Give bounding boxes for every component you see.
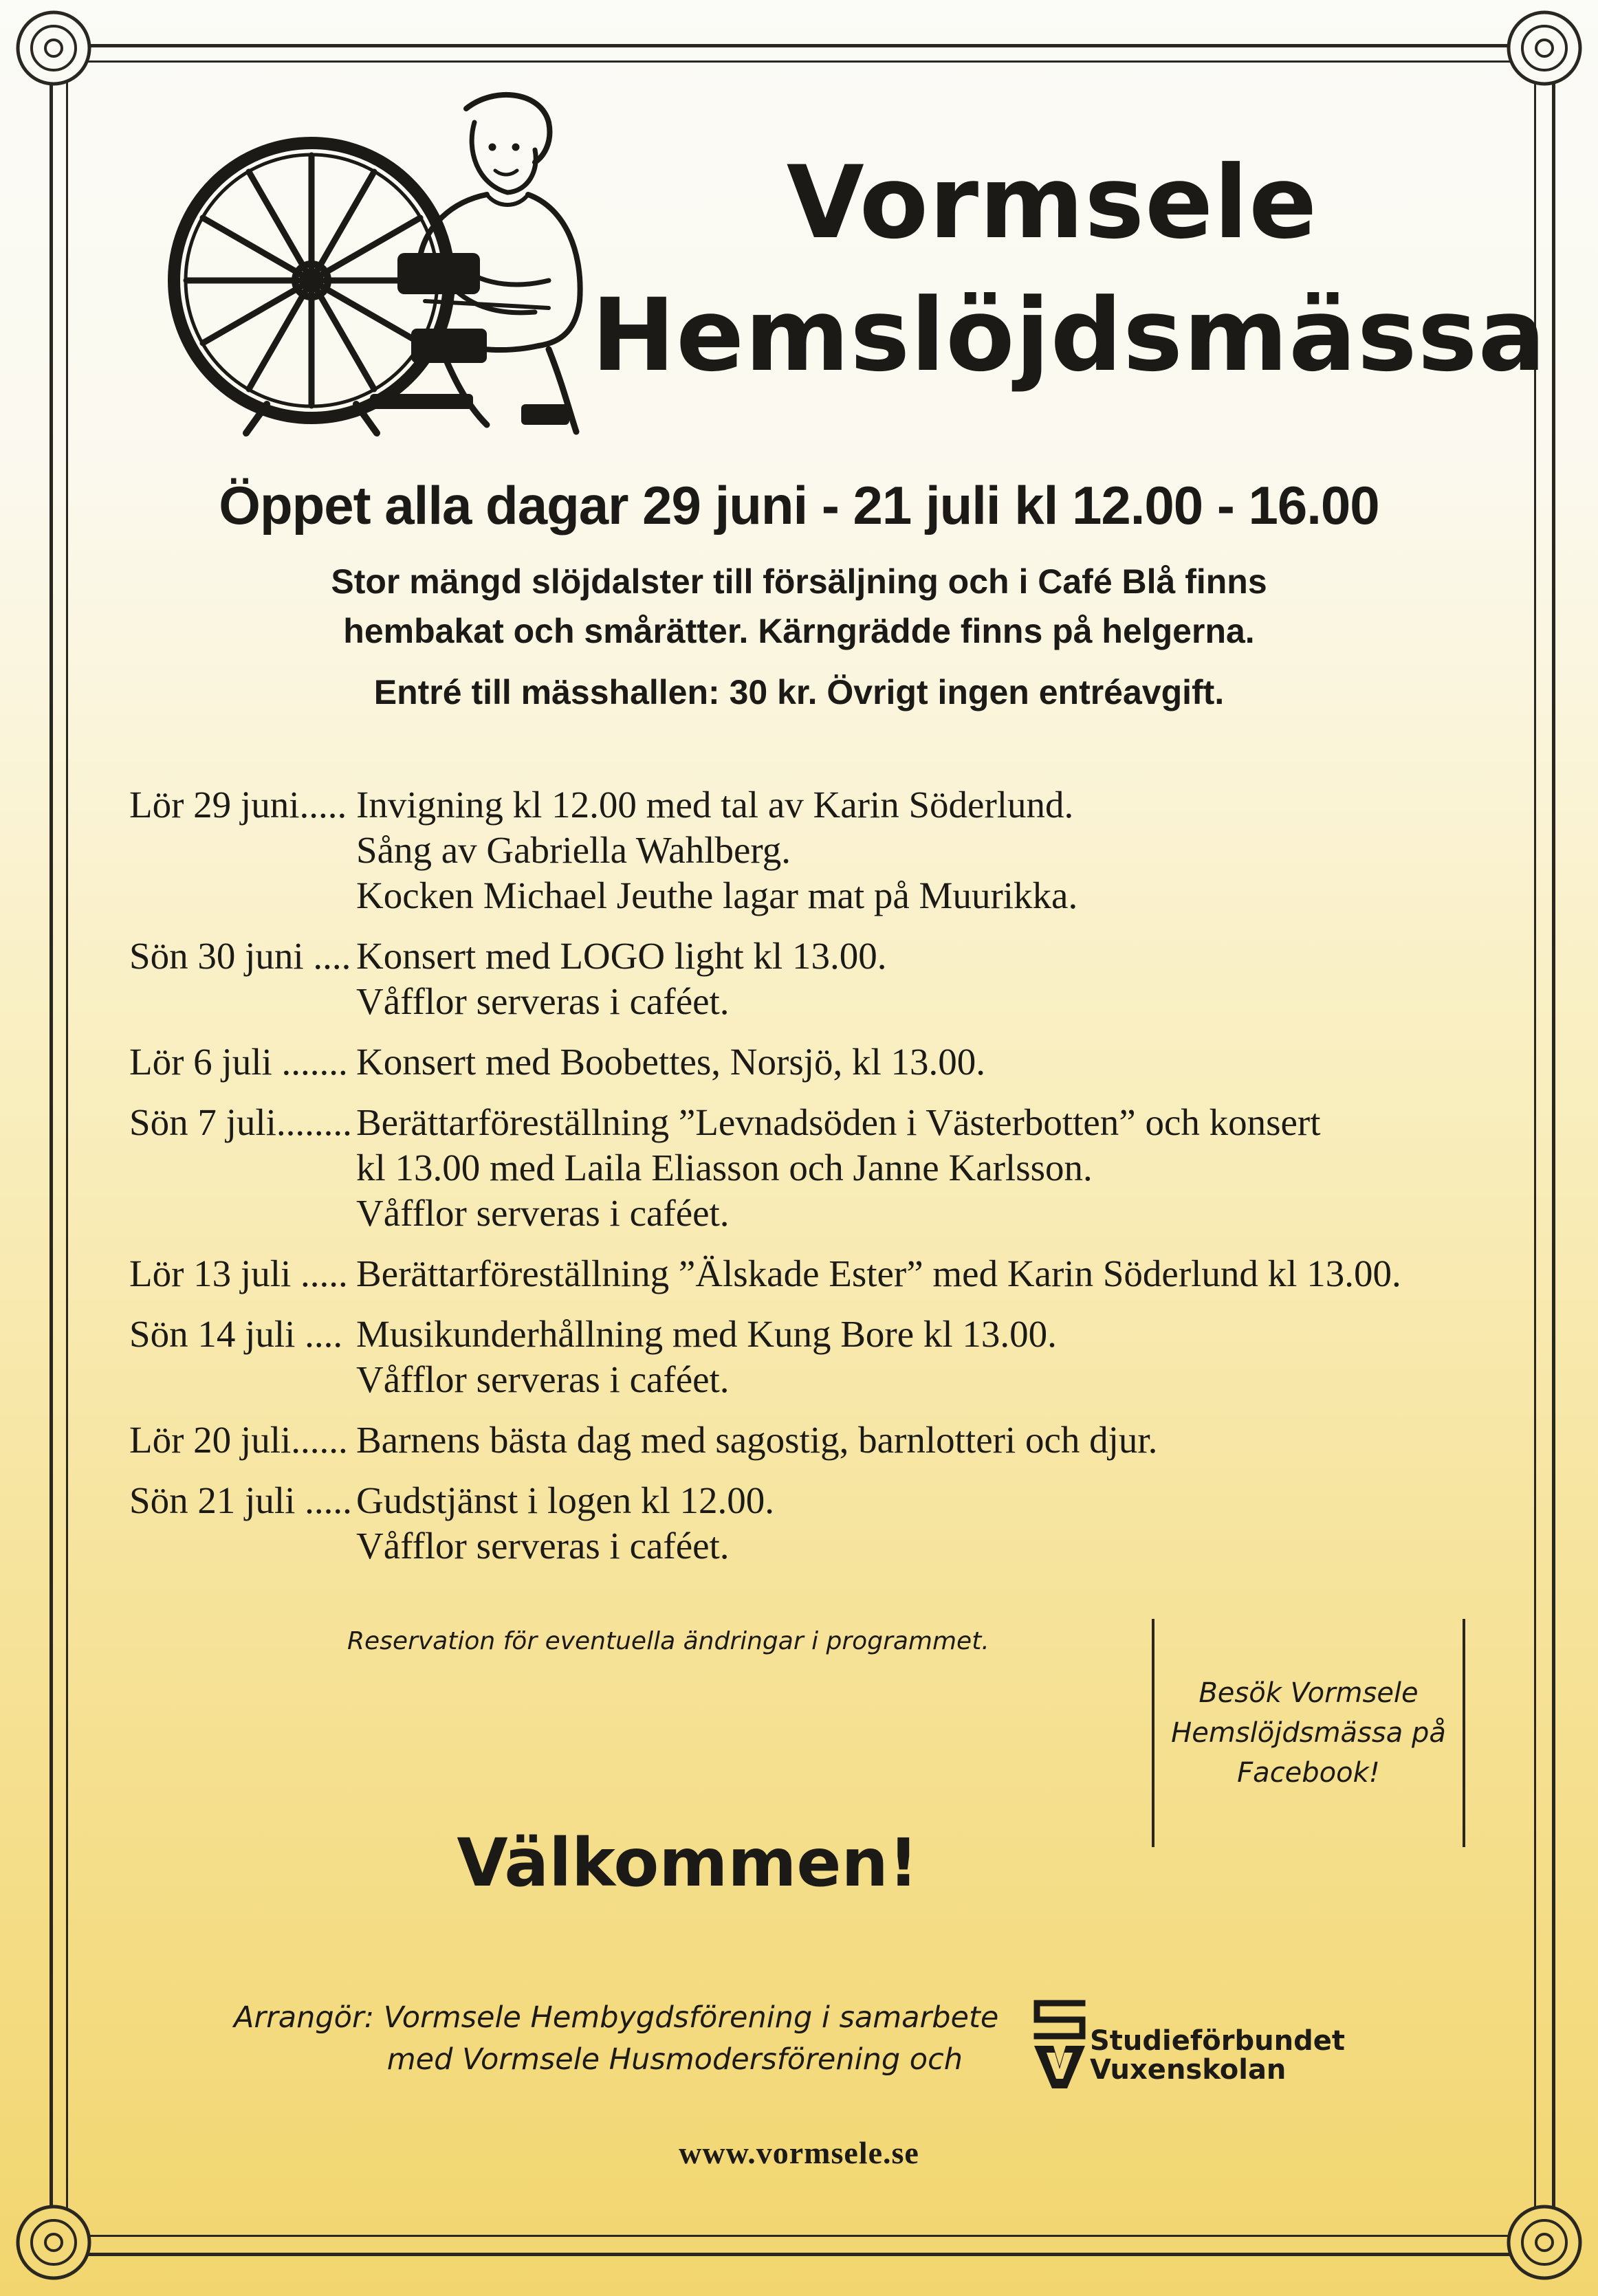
program-line: Konsert med Boobettes, Norsjö, kl 13.00. <box>356 1041 986 1083</box>
program-line: Gudstjänst i logen kl 12.00. <box>356 1479 775 1521</box>
facebook-line-3: Facebook! <box>1237 1757 1380 1789</box>
sponsor-name <box>1090 2027 1345 2084</box>
program-line: Våfflor serveras i caféet. <box>356 1525 730 1567</box>
program-day: Lör 13 juli ..... <box>129 1252 348 1294</box>
corner-ornament-icon <box>1502 2200 1587 2285</box>
program-row <box>129 1100 1477 1236</box>
intro-line-1: Stor mängd slöjdalster till försäljning och i Café Blå finns <box>331 562 1267 601</box>
program-day: Sön 7 juli........ <box>129 1101 352 1143</box>
program-row <box>129 1312 1477 1402</box>
program-row <box>129 1478 1477 1569</box>
corner-ornament-icon <box>1502 5 1587 91</box>
program-line: Berättarföreställning ”Levnadsöden i Västerbotten” och konsert <box>356 1101 1321 1143</box>
program-row <box>129 1417 1477 1463</box>
program-day: Sön 21 juli ..... <box>129 1479 352 1521</box>
organizer-line-1: Arrangör: Vormsele Hembygdsförening i samarbete <box>234 2000 999 2035</box>
program-day: Sön 30 juni .... <box>129 935 351 977</box>
sponsor-line-1: Studieförbundet <box>1090 2025 1345 2057</box>
program-line: Konsert med LOGO light kl 13.00. <box>356 935 887 977</box>
reservation-note: Reservation för eventuella ändringar i programmet. <box>347 1627 989 1655</box>
program-line: Berättarföreställning ”Älskade Ester” med Karin Söderlund kl 13.00. <box>356 1252 1401 1294</box>
program-day: Sön 14 juli .... <box>129 1313 343 1355</box>
program-row <box>129 782 1477 918</box>
sv-logo-icon <box>1031 1995 1088 2091</box>
website-url: www.vormsele.se <box>679 2135 919 2170</box>
program-row <box>129 1039 1477 1085</box>
program-line: Musikunderhållning med Kung Bore kl 13.00. <box>356 1313 1057 1355</box>
facebook-box <box>1152 1619 1465 1847</box>
program-line: Barnens bästa dag med sagostig, barnlotteri och djur. <box>356 1419 1158 1461</box>
corner-ornament-icon <box>11 5 96 91</box>
opening-hours: Öppet alla dagar 29 juni - 21 juli kl 12.00 - 16.00 <box>219 475 1379 536</box>
program-line: Våfflor serveras i caféet. <box>356 1192 730 1234</box>
sponsor-line-2: Vuxenskolan <box>1090 2054 1287 2086</box>
organizer-line-2: med Vormsele Husmodersförening och <box>386 2042 963 2077</box>
program-day: Lör 29 juni..... <box>129 784 347 826</box>
corner-ornament-icon <box>11 2200 96 2285</box>
program-line: Sång av Gabriella Wahlberg. <box>356 829 791 871</box>
program-row <box>129 934 1477 1024</box>
program-line: kl 13.00 med Laila Eliasson och Janne Karlsson. <box>356 1147 1093 1189</box>
program-list <box>129 782 1477 1584</box>
facebook-line-1: Besök Vormsele <box>1198 1677 1419 1709</box>
program-line: Våfflor serveras i caféet. <box>356 1358 730 1400</box>
facebook-line-2: Hemslöjdsmässa på <box>1171 1717 1446 1749</box>
program-line: Invigning kl 12.00 med tal av Karin Söderlund. <box>356 784 1074 826</box>
program-day: Lör 20 juli...... <box>129 1419 348 1461</box>
program-line: Våfflor serveras i caféet. <box>356 980 730 1022</box>
title-line-2: Hemslöjdsmässa <box>591 277 1547 394</box>
intro-line-2: hembakat och smårätter. Kärngrädde finns på helgerna. <box>343 612 1255 650</box>
welcome-heading: Välkommen! <box>457 1824 919 1901</box>
spinning-wheel-woman-icon <box>164 81 590 439</box>
admission-info: Entré till mässhallen: 30 kr. Övrigt ingen entréavgift. <box>373 673 1225 711</box>
program-line: Kocken Michael Jeuthe lagar mat på Muurikka. <box>356 874 1078 916</box>
title-line-1: Vormsele <box>786 144 1318 261</box>
program-row <box>129 1251 1477 1296</box>
program-day: Lör 6 juli ....... <box>129 1041 348 1083</box>
